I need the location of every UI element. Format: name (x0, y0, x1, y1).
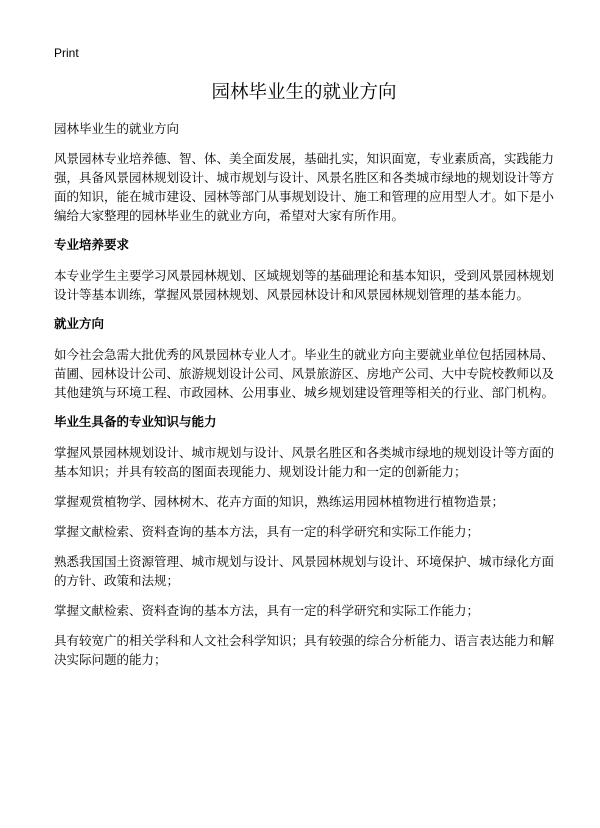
article (54, 80, 554, 680)
intro-paragraph: 风景园林专业培养德、智、体、美全面发展，基础扎实，知识面宽，专业素质高，实践能力强，具备风景园林规划设计、城市规划与设计、风景名胜区和各类城市绿地的规划设计等方面的知识，能在城市建设、园林等部门从事规划设计、施工和管理的应用型人才。如下是小编给大家整理的园林毕业生的就业方向，希望对大家有所作用。 (54, 151, 555, 223)
section-heading-training: 专业培养要求 (54, 237, 130, 252)
skills-paragraph: 具有较宽广的相关学科和人文社会科学知识；具有较强的综合分析能力、语言表达能力和解决实际问题的能力； (54, 633, 555, 667)
skills-paragraph: 掌握风景园林规划设计、城市规划与设计、风景名胜区和各类城市绿地的规划设计等方面的基本知识；并具有较高的图面表现能力、规划设计能力和一定的创新能力； (54, 445, 555, 479)
article-subtitle: 园林毕业生的就业方向 (54, 121, 180, 136)
skills-paragraph: 掌握文献检索、资料查询的基本方法，具有一定的科学研究和实际工作能力； (54, 524, 480, 539)
skills-paragraph: 掌握文献检索、资料查询的基本方法，具有一定的科学研究和实际工作能力； (54, 603, 480, 618)
print-link[interactable]: Print (54, 46, 79, 60)
section-heading-employment: 就业方向 (54, 316, 105, 331)
skills-paragraph: 掌握观赏植物学、园林树木、花卉方面的知识，熟练运用园林植物进行植物造景； (54, 494, 505, 509)
skills-paragraph: 熟悉我国国土资源管理、城市规划与设计、风景园林规划与设计、环境保护、城市绿化方面的方针、政策和法规； (54, 554, 555, 588)
training-paragraph: 本专业学生主要学习风景园林规划、区域规划等的基础理论和基本知识，受到风景园林规划设计等基本训练，掌握风景园林规划、风景园林设计和风景园林规划管理的基本能力。 (54, 268, 555, 302)
employment-paragraph: 如今社会急需大批优秀的风景园林专业人才。毕业生的就业方向主要就业单位包括园林局、苗圃、园林设计公司、旅游规划设计公司、风景旅游区、房地产公司、大中专院校教师以及其他建筑与环境工程、市政园林、公用事业、城乡规划建设管理等相关的行业、部门机构。 (54, 347, 555, 400)
article-title: 园林毕业生的就业方向 (211, 82, 397, 103)
section-heading-skills: 毕业生具备的专业知识与能力 (54, 414, 217, 429)
